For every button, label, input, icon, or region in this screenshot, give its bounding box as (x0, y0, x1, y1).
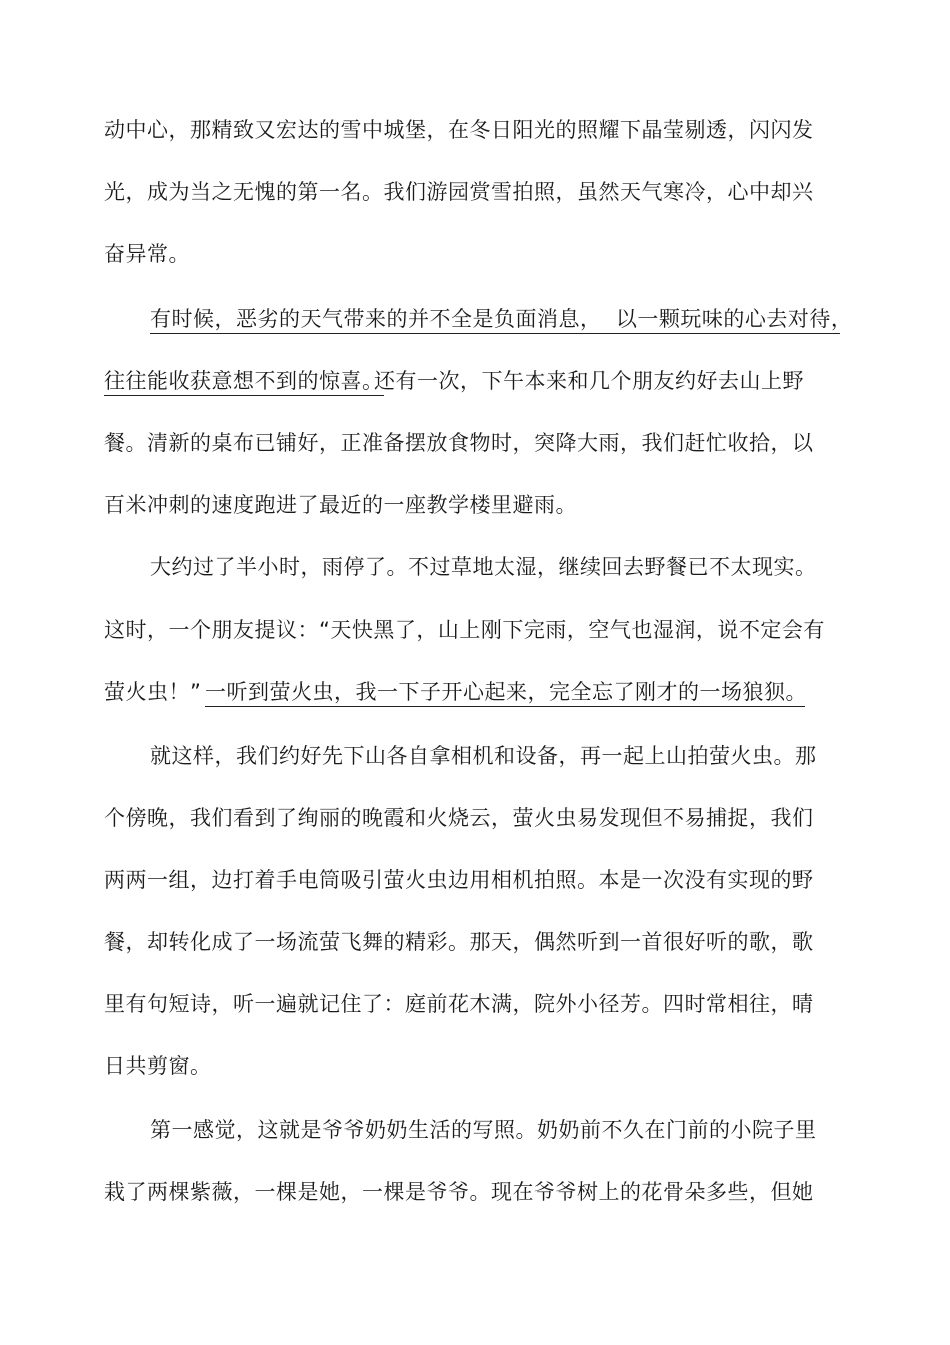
text-line: 光，成为当之无愧的第一名。我们游园赏雪拍照，虽然天气寒冷，心中却兴 (104, 180, 814, 204)
text-line: 奋异常。 (104, 242, 190, 266)
text-line: 栽了两棵紫薇，一棵是她，一棵是爷爷。现在爷爷树上的花骨朵多些，但她 (104, 1180, 814, 1204)
text-line: 两两一组，边打着手电筒吸引萤火虫边用相机拍照。本是一次没有实现的野 (104, 868, 814, 892)
text-line: 这时，一个朋友提议：“天快黑了，山上刚下完雨，空气也湿润，说不定会有 (104, 618, 825, 642)
text-line: 第一感觉，这就是爷爷奶奶生活的写照。奶奶前不久在门前的小院子里 (150, 1118, 817, 1142)
underlined-text-line: 一听到萤火虫，我一下子开心起来，完全忘了刚才的一场狼狈。 (205, 678, 805, 707)
text-line: 餐，却转化成了一场流萤飞舞的精彩。那天，偶然听到一首很好听的歌，歌 (104, 930, 814, 954)
underlined-text-line: 有时候，恶劣的天气带来的并不全是负面消息， 以一颗玩味的心去对待， (150, 305, 840, 334)
text-line: 大约过了半小时，雨停了。不过草地太湿，继续回去野餐已不太现实。 (150, 555, 817, 579)
text-line: 日共剪窗。 (104, 1054, 212, 1078)
text-line: 百米冲刺的速度跑进了最近的一座教学楼里避雨。 (104, 493, 577, 517)
text-line: 动中心，那精致又宏达的雪中城堡，在冬日阳光的照耀下晶莹剔透，闪闪发 (104, 118, 814, 142)
underlined-text-line: 往往能收获意想不到的惊喜。 (104, 367, 384, 396)
text-line: 里有句短诗，听一遍就记住了：庭前花木满，院外小径芳。四时常相往，晴 (104, 992, 814, 1016)
text-line: 个傍晚，我们看到了绚丽的晚霞和火烧云，萤火虫易发现但不易捕捉，我们 (104, 806, 814, 830)
text-line: 就这样，我们约好先下山各自拿相机和设备，再一起上山拍萤火虫。那 (150, 744, 817, 768)
text-line: 餐。清新的桌布已铺好，正准备摆放食物时，突降大雨，我们赶忙收拾，以 (104, 431, 814, 455)
text-line: 萤火虫！” (104, 680, 202, 704)
text-line: 还有一次，下午本来和几个朋友约好去山上野 (374, 369, 804, 393)
